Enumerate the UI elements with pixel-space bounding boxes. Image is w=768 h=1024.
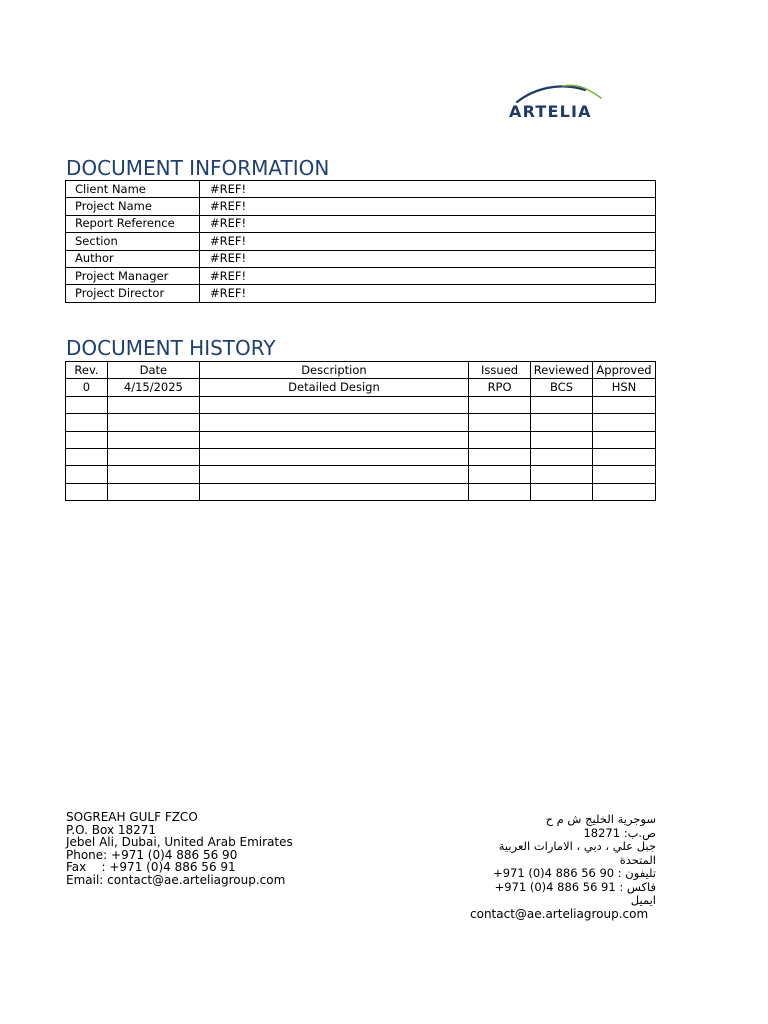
cell-issued bbox=[469, 448, 531, 465]
cell-approved bbox=[592, 396, 655, 413]
cell-approved bbox=[592, 414, 655, 431]
cell-reviewed bbox=[531, 414, 593, 431]
info-value: #REF! bbox=[200, 181, 656, 198]
footer-email: Email: contact@ae.arteliagroup.com bbox=[66, 872, 286, 887]
footer-ar-email: contact@ae.arteliagroup.com bbox=[470, 906, 649, 921]
cell-reviewed bbox=[531, 431, 593, 448]
cell-issued bbox=[469, 483, 531, 500]
cell-issued bbox=[469, 431, 531, 448]
footer-fax: Fax : +971 (0)4 886 56 91 bbox=[66, 860, 236, 875]
cell-date bbox=[107, 414, 199, 431]
cell-description bbox=[199, 483, 468, 500]
footer-ar-fax: فاكس : ‎+971 (0)4 886 56 91 bbox=[494, 879, 656, 894]
info-row bbox=[66, 267, 656, 284]
info-label: Section bbox=[66, 233, 200, 250]
cell-issued: RPO bbox=[469, 379, 531, 396]
footer-location: Jebel Ali, Dubai, United Arab Emirates bbox=[66, 835, 293, 850]
footer-ar-email-label: ايميل bbox=[630, 893, 656, 907]
footer-ar-pobox: ص.ب: 18271 bbox=[583, 825, 656, 840]
footer-phone: Phone: +971 (0)4 886 56 90 bbox=[66, 847, 238, 862]
cell-approved bbox=[592, 448, 655, 465]
cell-rev bbox=[66, 448, 108, 465]
cell-approved bbox=[592, 466, 655, 483]
cell-date: 4/15/2025 bbox=[107, 379, 199, 396]
document-information-title: DOCUMENT INFORMATION bbox=[66, 156, 330, 180]
cell-description bbox=[199, 448, 468, 465]
footer-address-arabic bbox=[470, 813, 656, 921]
info-value: #REF! bbox=[200, 215, 656, 232]
footer-ar-company: سوجرية الخليج ش م ح bbox=[545, 812, 656, 826]
cell-date bbox=[107, 448, 199, 465]
cell-issued bbox=[469, 414, 531, 431]
info-value: #REF! bbox=[200, 198, 656, 215]
footer-ar-location: جبل علي ، دبي ، الامارات العربية bbox=[498, 839, 656, 853]
info-value: #REF! bbox=[200, 285, 656, 302]
history-row bbox=[66, 483, 656, 500]
info-label: Report Reference bbox=[66, 215, 200, 232]
cell-date bbox=[107, 396, 199, 413]
info-label: Client Name bbox=[66, 181, 200, 198]
info-value: #REF! bbox=[200, 267, 656, 284]
cell-approved bbox=[592, 431, 655, 448]
info-row bbox=[66, 233, 656, 250]
info-label: Project Name bbox=[66, 198, 200, 215]
cell-issued bbox=[469, 396, 531, 413]
footer-address-english bbox=[66, 811, 293, 887]
cell-description bbox=[199, 396, 468, 413]
document-history-title: DOCUMENT HISTORY bbox=[66, 336, 276, 360]
cell-reviewed bbox=[531, 448, 593, 465]
info-row bbox=[66, 198, 656, 215]
cell-description bbox=[199, 431, 468, 448]
cell-reviewed: BCS bbox=[531, 379, 593, 396]
info-value: #REF! bbox=[200, 233, 656, 250]
cell-date bbox=[107, 483, 199, 500]
history-row bbox=[66, 396, 656, 413]
cell-reviewed bbox=[531, 483, 593, 500]
footer-company: SOGREAH GULF FZCO bbox=[66, 810, 198, 824]
history-row bbox=[66, 466, 656, 483]
header-date: Date bbox=[107, 362, 199, 379]
history-header-row bbox=[66, 362, 656, 379]
info-row bbox=[66, 250, 656, 267]
info-row bbox=[66, 181, 656, 198]
info-label: Author bbox=[66, 250, 200, 267]
cell-reviewed bbox=[531, 466, 593, 483]
cell-description bbox=[199, 466, 468, 483]
info-label: Project Director bbox=[66, 285, 200, 302]
cell-description bbox=[199, 414, 468, 431]
header-issued: Issued bbox=[469, 362, 531, 379]
footer-pobox: P.O. Box 18271 bbox=[66, 822, 157, 837]
info-row bbox=[66, 215, 656, 232]
logo-wordmark: ARTELIA bbox=[509, 102, 592, 121]
footer-ar-location-2: المتحدة bbox=[619, 852, 656, 867]
header-rev: Rev. bbox=[66, 362, 108, 379]
cell-rev bbox=[66, 396, 108, 413]
cell-issued bbox=[469, 466, 531, 483]
cell-date bbox=[107, 466, 199, 483]
cell-approved: HSN bbox=[592, 379, 655, 396]
document-information-table bbox=[65, 180, 656, 303]
artelia-logo bbox=[505, 80, 625, 124]
footer-ar-phone: تليفون : ‎+971 (0)4 886 56 90 bbox=[493, 866, 656, 880]
header-reviewed: Reviewed bbox=[531, 362, 593, 379]
history-row bbox=[66, 448, 656, 465]
history-row bbox=[66, 379, 656, 396]
history-row bbox=[66, 414, 656, 431]
history-row bbox=[66, 431, 656, 448]
info-label: Project Manager bbox=[66, 267, 200, 284]
cell-rev bbox=[66, 483, 108, 500]
cell-rev bbox=[66, 414, 108, 431]
cell-description: Detailed Design bbox=[199, 379, 468, 396]
cell-reviewed bbox=[531, 396, 593, 413]
cell-rev bbox=[66, 431, 108, 448]
cell-date bbox=[107, 431, 199, 448]
info-row bbox=[66, 285, 656, 302]
cell-approved bbox=[592, 483, 655, 500]
cell-rev: 0 bbox=[66, 379, 108, 396]
info-value: #REF! bbox=[200, 250, 656, 267]
header-approved: Approved bbox=[592, 362, 655, 379]
header-description: Description bbox=[199, 362, 468, 379]
cell-rev bbox=[66, 466, 108, 483]
document-history-table bbox=[65, 361, 656, 501]
